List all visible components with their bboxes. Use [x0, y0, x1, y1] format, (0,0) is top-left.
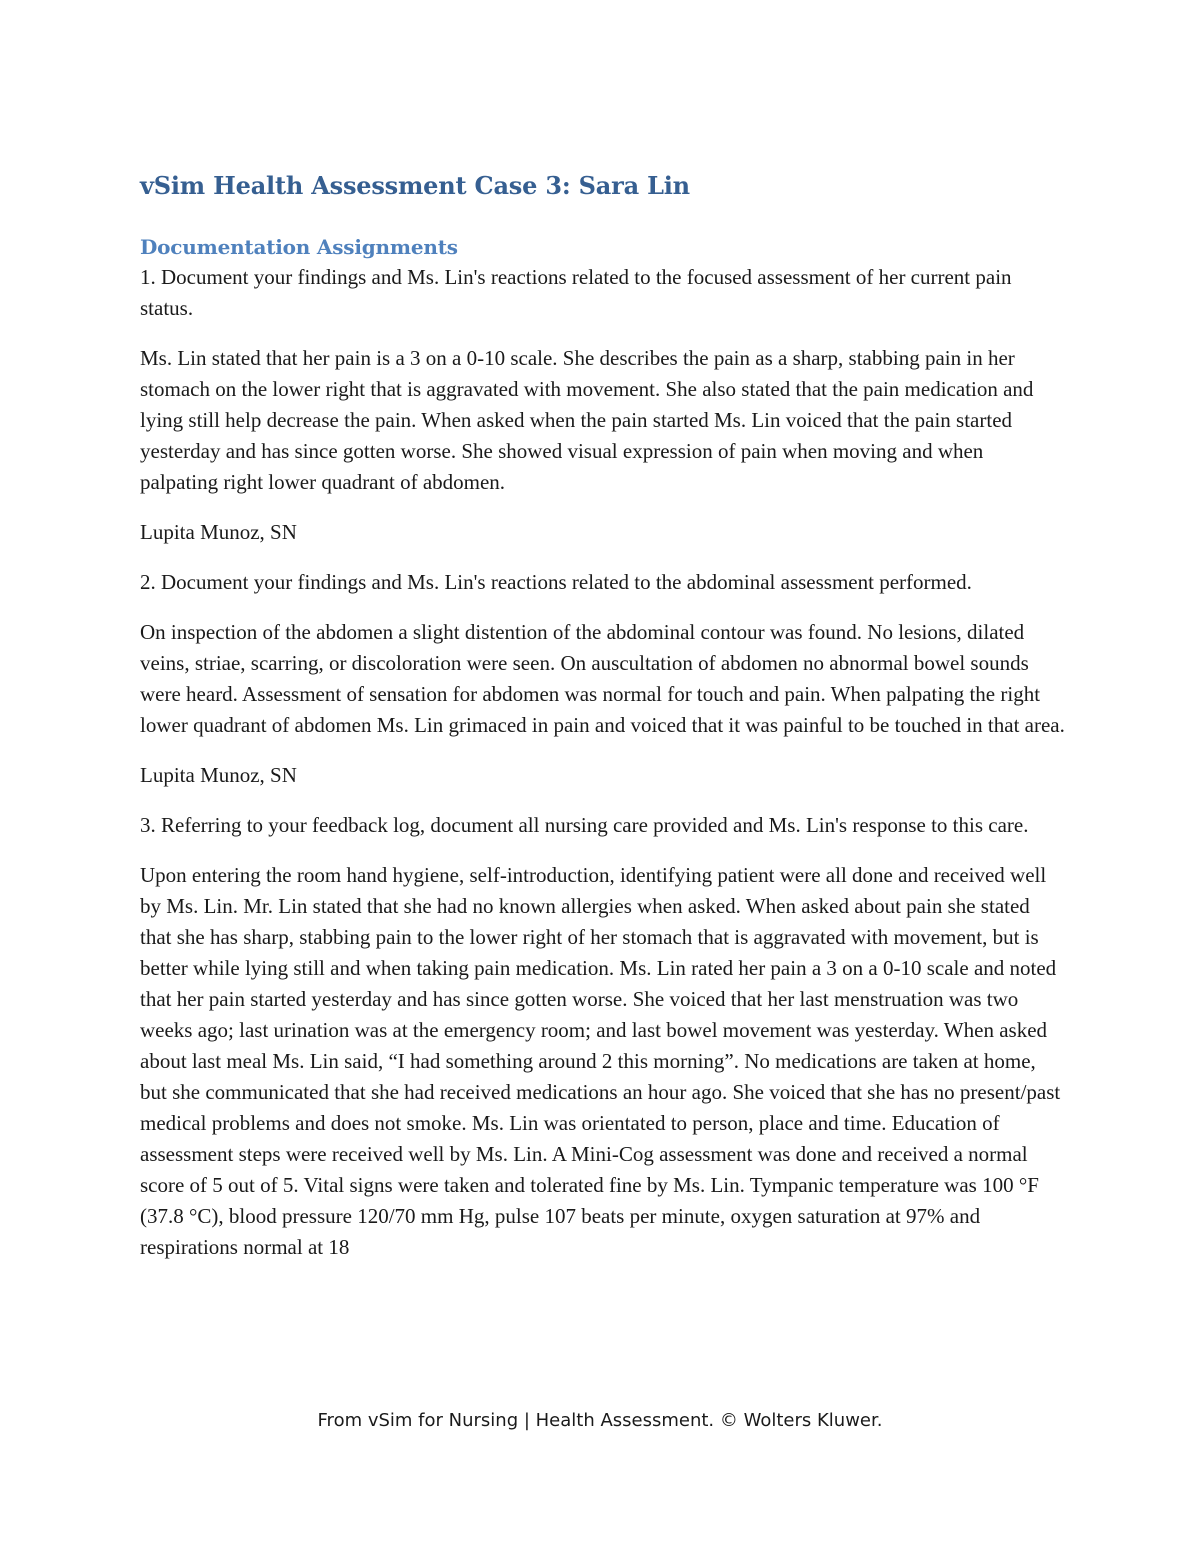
- signature-2: Lupita Munoz, SN: [140, 763, 297, 787]
- question-1: 1. Document your findings and Ms. Lin's reactions related to the focused assessment of her current pain status.: [140, 265, 1012, 320]
- section-heading: Documentation Assignments: [140, 235, 458, 259]
- page-footer: From vSim for Nursing | Health Assessment. © Wolters Kluwer.: [317, 1410, 883, 1431]
- answer-2: On inspection of the abdomen a slight distention of the abdominal contour was found. No lesions, dilated veins, striae, scarring, or discoloration were seen. On auscultation of abdomen no abnormal bowel sounds were heard. Assessment of sensation for abdomen was normal for touch and pain. When palpating the right lower quadrant of abdomen Ms. Lin grimaced in pain and voiced that it was painful to be touched in that area.: [140, 620, 1065, 737]
- question-2: 2. Document your findings and Ms. Lin's reactions related to the abdominal assessment performed.: [140, 570, 972, 594]
- question-3: 3. Referring to your feedback log, document all nursing care provided and Ms. Lin's response to this care.: [140, 813, 1029, 837]
- answer-1: Ms. Lin stated that her pain is a 3 on a 0-10 scale. She describes the pain as a sharp, stabbing pain in her stomach on the lower right that is aggravated with movement. She also stated that the pain medication and lying still help decrease the pain. When asked when the pain started Ms. Lin voiced that the pain started yesterday and has since gotten worse. She showed visual expression of pain when moving and when palpating right lower quadrant of abdomen.: [140, 346, 1034, 494]
- answer-3: Upon entering the room hand hygiene, self-introduction, identifying patient were all done and received well by Ms. Lin. Mr. Lin stated that she had no known allergies when asked. When asked about pain she stated that she has sharp, stabbing pain to the lower right of her stomach that is aggravated with movement, but is better while lying still and when taking pain medication. Ms. Lin rated her pain a 3 on a 0-10 scale and noted that her pain started yesterday and has since gotten worse. She voiced that her last menstruation was two weeks ago; last urination was at the emergency room; and last bowel movement was yesterday. When asked about last meal Ms. Lin said, “I had something around 2 this morning”. No medications are taken at home, but she communicated that she had received medications an hour ago. She voiced that she has no present/past medical problems and does not smoke. Ms. Lin was orientated to person, place and time. Education of assessment steps were received well by Ms. Lin. A Mini-Cog assessment was done and received a normal score of 5 out of 5. Vital signs were taken and tolerated fine by Ms. Lin. Tympanic temperature was 100 °F (37.8 °C), blood pressure 120/70 mm Hg, pulse 107 beats per minute, oxygen saturation at 97% and respirations normal at 18: [140, 863, 1061, 1259]
- signature-1: Lupita Munoz, SN: [140, 520, 297, 544]
- document-title: vSim Health Assessment Case 3: Sara Lin: [140, 171, 690, 200]
- document-body: [140, 168, 1065, 1282]
